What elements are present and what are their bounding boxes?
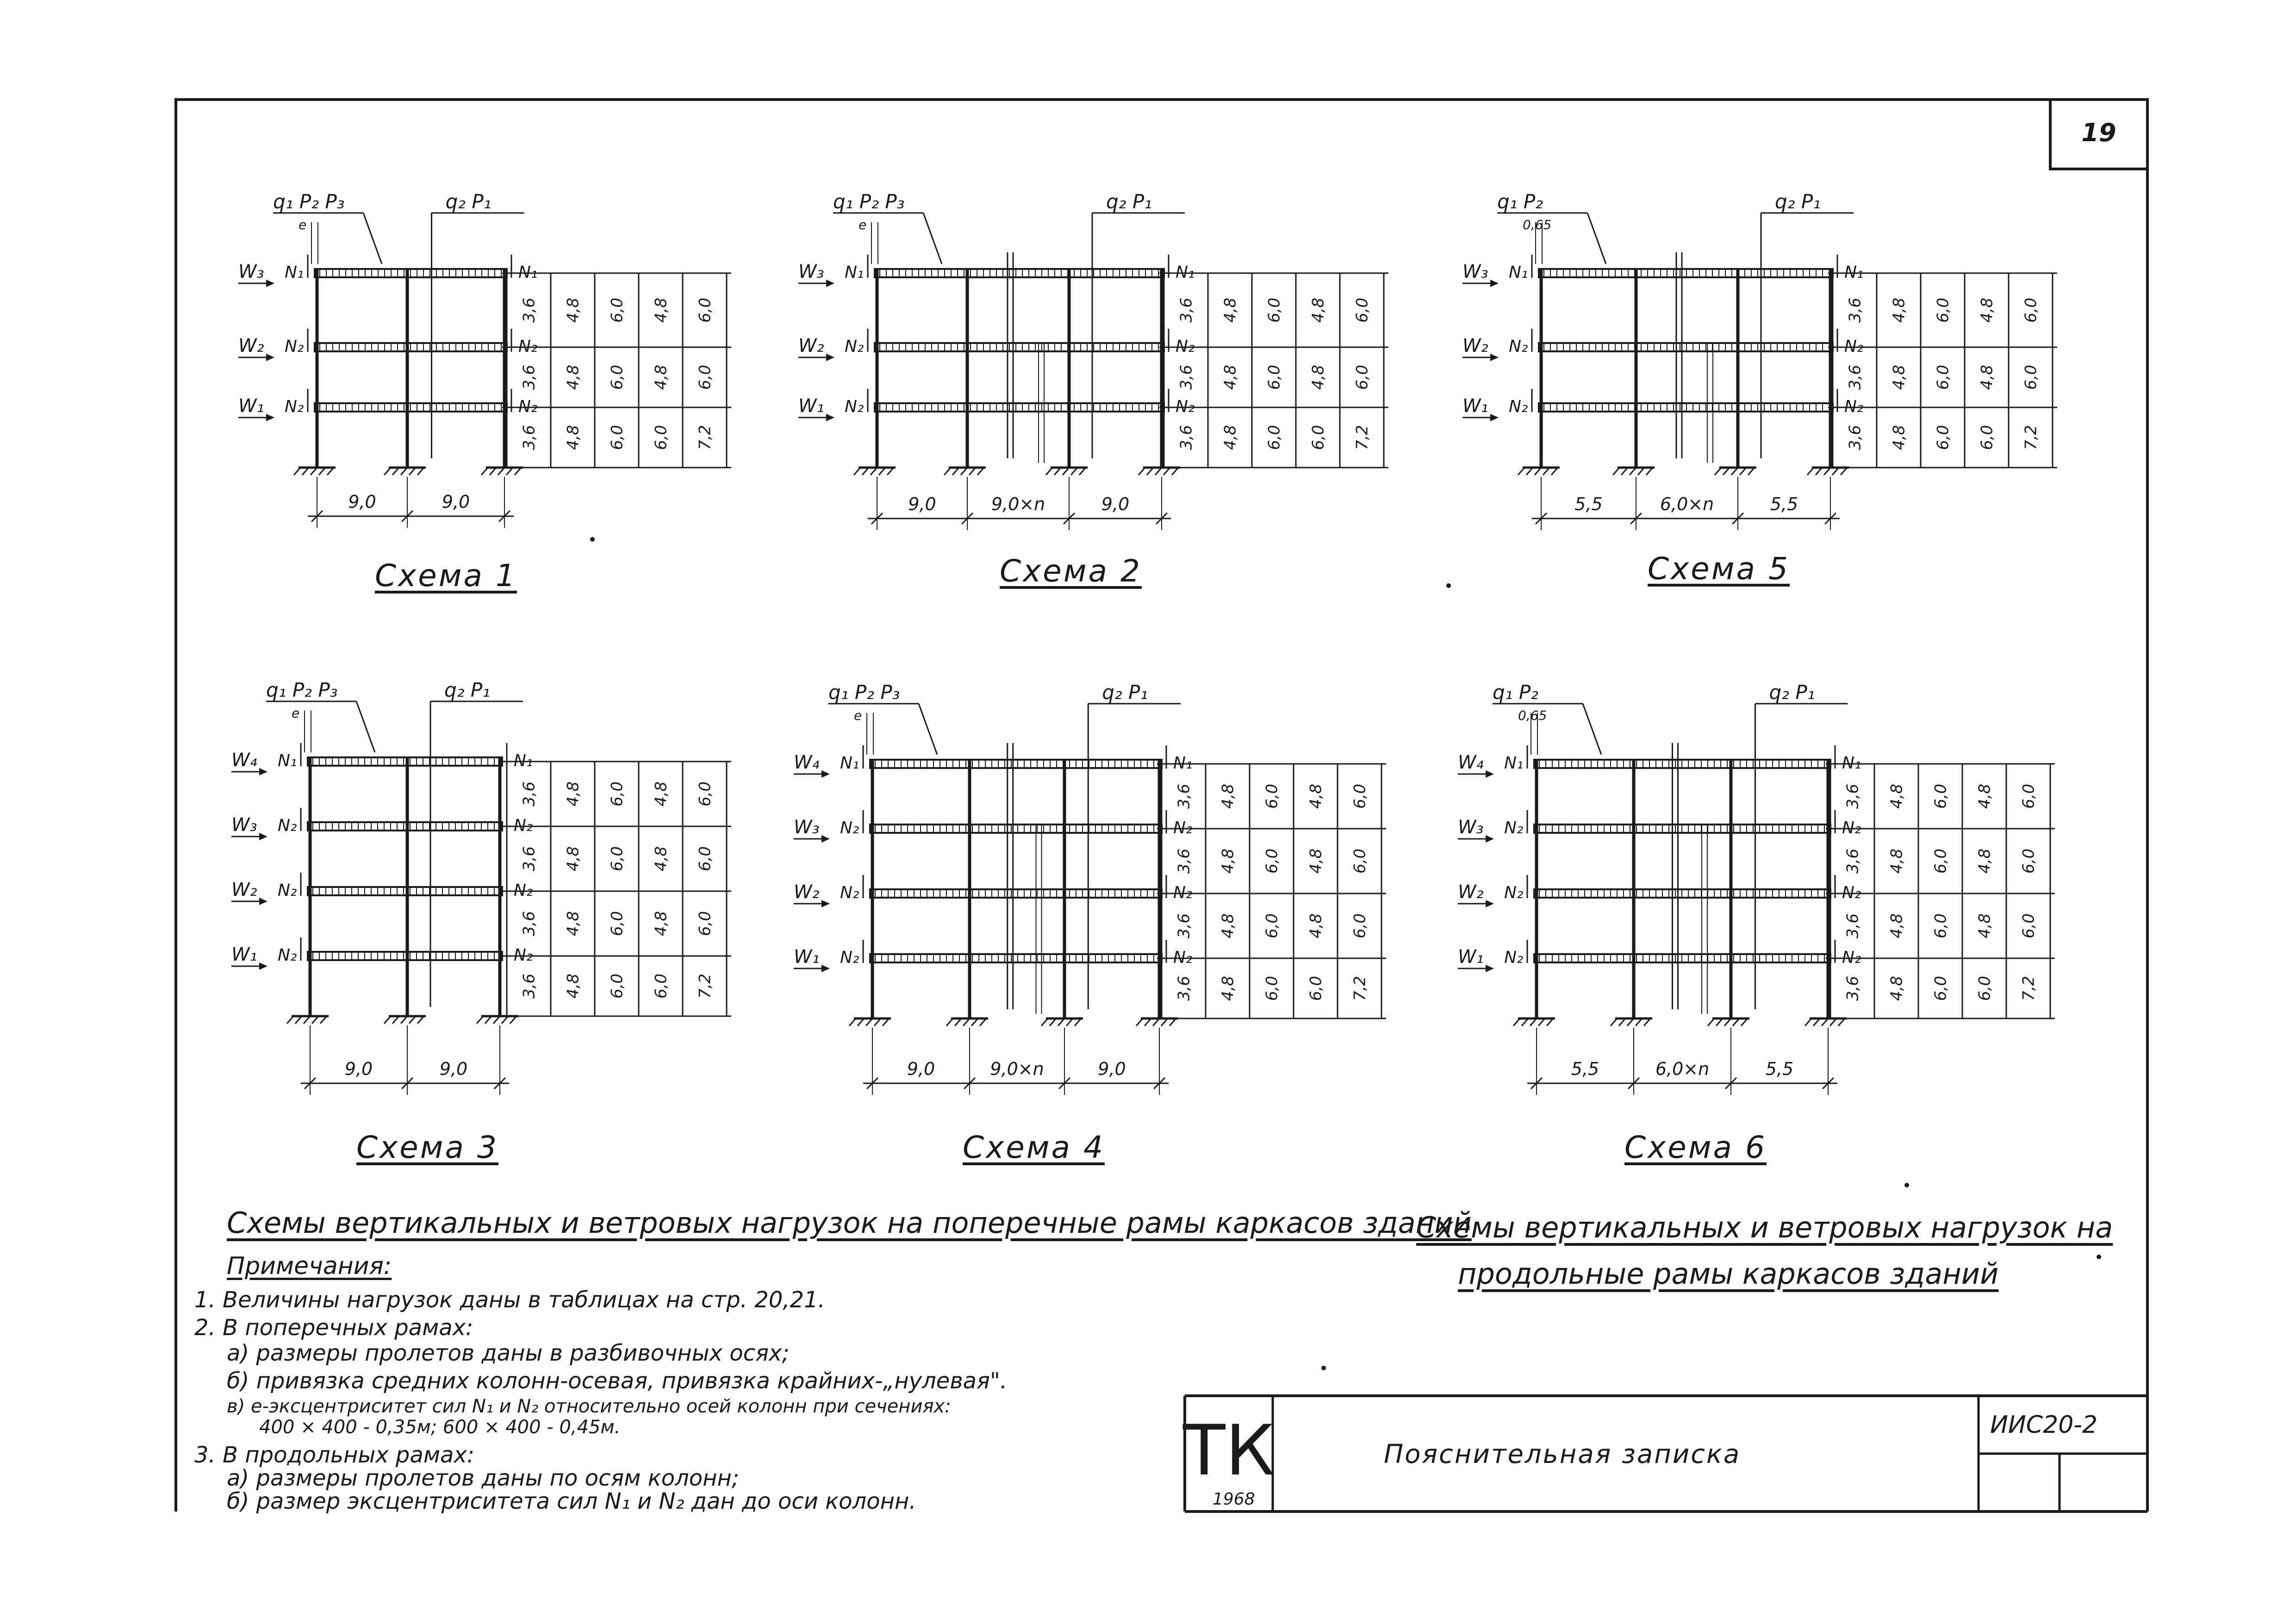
n-force-label-left: N₂ (840, 948, 859, 967)
table-value: 3,6 (1175, 975, 1194, 1001)
n-force-label-left: N₂ (1509, 397, 1528, 416)
table-value: 6,0 (608, 297, 627, 323)
n-force-label-right: N₁ (514, 751, 533, 770)
n-force-label-left: N₁ (1504, 754, 1524, 773)
support-hatch (384, 1016, 391, 1024)
wind-label: W₁ (231, 944, 257, 965)
support-hatch (477, 1016, 483, 1024)
support-hatch (287, 1016, 293, 1024)
span-dimension: 9,0 (1101, 494, 1130, 514)
top-load-leader (919, 704, 937, 755)
table-value: 4,8 (1219, 913, 1238, 939)
wind-label: W₄ (1458, 752, 1484, 773)
n-force-label-left: N₂ (845, 337, 864, 356)
table-value: 6,0 (696, 297, 715, 323)
table-value: 4,8 (564, 911, 583, 937)
n-force-label-right: N₂ (1176, 337, 1195, 356)
n-force-label-right: N₂ (1176, 397, 1195, 416)
span-dimension: 9,0 (442, 492, 470, 512)
table-value: 4,8 (564, 973, 583, 999)
n-force-label-right: N₁ (1173, 754, 1193, 773)
table-value: 4,8 (1221, 297, 1240, 323)
table-value: 6,0 (608, 846, 627, 872)
wind-label: W₄ (794, 752, 820, 773)
span-dimension: 5,5 (1765, 1059, 1794, 1079)
wind-label: W₂ (238, 335, 264, 356)
table-value: 3,6 (1175, 783, 1194, 809)
table-value: 3,6 (1177, 297, 1196, 323)
table-value: 6,0 (1265, 364, 1284, 390)
table-value: 3,6 (1846, 425, 1865, 450)
span-dimension: 9,0 (907, 1059, 935, 1079)
wind-arrowhead (1486, 835, 1494, 843)
note-line-6: 400 × 400 - 0,35м; 600 × 400 - 0,45м. (259, 1417, 621, 1438)
table-value: 4,8 (564, 781, 583, 807)
wind-arrowhead (821, 835, 830, 843)
table-value: 6,0 (1265, 297, 1284, 323)
span-dimension: 9,0 (1098, 1059, 1126, 1079)
table-value: 6,0 (608, 911, 627, 937)
n-force-label-right: N₂ (1842, 948, 1861, 967)
n-force-label-right: N₂ (1173, 883, 1193, 902)
table-value: 3,6 (1846, 297, 1865, 323)
n-force-label-left: N₁ (278, 751, 297, 770)
top-load-labels: q₁ P₂ (1497, 190, 1543, 213)
n-force-label-left: N₁ (285, 263, 304, 282)
scheme-label-6: Схема 6 (1624, 1130, 1767, 1165)
scheme-3 (231, 679, 731, 1095)
n-force-label-right: N₂ (1844, 337, 1864, 356)
scheme-label-5: Схема 5 (1648, 551, 1790, 587)
table-value: 3,6 (1846, 364, 1865, 390)
sheet-title: Пояснительная записка (1384, 1439, 1741, 1469)
table-value: 6,0 (2022, 364, 2041, 390)
table-value: 4,8 (1307, 913, 1325, 939)
n-force-label-left: N₂ (285, 337, 304, 356)
top-load-labels: q₁ P₂ (1493, 681, 1539, 704)
span-dimension: 9,0 (439, 1059, 468, 1079)
top-load-labels: q₁ P₂ P₃ (828, 681, 900, 704)
wind-label: W₃ (1462, 261, 1488, 282)
table-value: 6,0 (1265, 425, 1284, 450)
table-value: 6,0 (608, 364, 627, 390)
table-value: 4,8 (1890, 425, 1909, 450)
wind-label: W₄ (231, 750, 257, 771)
support-hatch (1613, 468, 1619, 475)
n-force-label-right: N₂ (1173, 818, 1193, 837)
wind-arrowhead (1486, 900, 1494, 907)
top-load-labels: q₁ P₂ P₃ (266, 679, 338, 701)
n-force-label-left: N₂ (278, 816, 297, 835)
eccentricity-label: 0,65 (1523, 217, 1552, 232)
heading-longitudinal-line1: Схемы вертикальных и ветровых нагрузок на (1416, 1211, 2113, 1244)
support-hatch (854, 468, 860, 475)
floor-beam (308, 952, 502, 960)
table-value: 3,6 (1177, 425, 1196, 450)
table-value: 4,8 (564, 425, 583, 450)
table-value: 6,0 (2019, 783, 2038, 809)
span-dimension: 9,0 (344, 1059, 373, 1079)
wind-arrowhead (266, 354, 274, 361)
stamp-letters: ТК (1182, 1411, 1275, 1491)
right-load-labels: q₂ P₁ (445, 190, 492, 213)
table-value: 6,0 (1353, 364, 1372, 390)
support-hatch (1715, 468, 1721, 475)
n-force-label-right: N₂ (514, 816, 533, 835)
top-load-leader (1587, 213, 1606, 264)
table-value: 6,0 (1263, 975, 1282, 1001)
table-value: 3,6 (1843, 783, 1862, 809)
table-value: 7,2 (696, 425, 715, 450)
note-line-2: 2. В поперечных рамах: (194, 1315, 473, 1341)
span-dimension: 9,0×n (991, 494, 1045, 514)
table-value: 3,6 (1843, 848, 1862, 874)
table-value: 6,0 (696, 364, 715, 390)
top-load-leader (363, 213, 382, 264)
n-force-label-right: N₂ (514, 881, 533, 900)
table-value: 4,8 (1978, 297, 1997, 323)
span-dimension: 5,5 (1770, 494, 1798, 514)
table-value: 4,8 (1887, 913, 1906, 939)
wind-label: W₃ (1458, 817, 1484, 838)
wind-label: W₂ (1458, 881, 1484, 903)
table-value: 4,8 (1975, 913, 1994, 939)
support-hatch (1807, 468, 1814, 475)
table-value: 4,8 (1887, 783, 1906, 809)
table-value: 4,8 (1219, 975, 1238, 1001)
scheme-5 (1462, 190, 2057, 530)
wind-arrowhead (821, 900, 830, 907)
n-force-label-left: N₁ (845, 263, 864, 282)
wind-label: W₂ (798, 335, 824, 356)
n-force-label-left: N₂ (845, 397, 864, 416)
table-value: 4,8 (1890, 297, 1909, 323)
support-hatch (1805, 1018, 1811, 1026)
wind-arrowhead (259, 962, 268, 970)
table-value: 3,6 (520, 911, 539, 937)
wind-label: W₂ (1462, 335, 1488, 356)
right-load-labels: q₂ P₁ (1775, 190, 1821, 213)
support-hatch (1513, 1018, 1520, 1026)
table-value: 4,8 (652, 911, 671, 937)
top-load-leader (923, 213, 942, 264)
table-value: 6,0 (2019, 913, 2038, 939)
table-value: 7,2 (2022, 425, 2041, 450)
support-hatch (1041, 1018, 1048, 1026)
table-value: 6,0 (608, 973, 627, 999)
table-value: 6,0 (1975, 975, 1994, 1001)
support-hatch (1136, 1018, 1143, 1026)
table-value: 4,8 (1307, 783, 1325, 809)
table-value: 6,0 (1263, 848, 1282, 874)
floor-beam (308, 757, 502, 766)
span-dimension: 9,0 (348, 492, 376, 512)
wind-label: W₁ (238, 395, 264, 417)
table-value: 6,0 (696, 781, 715, 807)
table-value: 7,2 (696, 973, 715, 999)
support-hatch (294, 468, 300, 475)
top-load-leader (356, 701, 375, 752)
eccentricity-label: 0,65 (1518, 708, 1547, 723)
scheme-label-2: Схема 2 (1000, 553, 1142, 589)
support-hatch (384, 468, 391, 475)
table-value: 6,0 (1934, 425, 1953, 450)
scheme-6 (1458, 681, 2055, 1095)
table-value: 6,0 (696, 911, 715, 937)
note-line-4: б) привязка средних колонн-осевая, привязка крайних-„нулевая". (227, 1368, 1008, 1394)
span-dimension: 9,0 (908, 494, 936, 514)
table-value: 4,8 (1890, 364, 1909, 390)
note-line-5: в) е-эксцентриситет сил N₁ и N₂ относительно осей колонн при сечениях: (227, 1396, 951, 1417)
note-line-8: а) размеры пролетов даны по осям колонн; (227, 1465, 740, 1491)
top-load-labels: q₁ P₂ P₃ (833, 190, 905, 213)
wind-arrowhead (826, 414, 834, 421)
table-value: 4,8 (1219, 848, 1238, 874)
wind-arrowhead (1490, 280, 1499, 287)
n-force-label-left: N₂ (1509, 337, 1528, 356)
table-value: 6,0 (1350, 783, 1369, 809)
support-hatch (946, 1018, 953, 1026)
table-value: 4,8 (1221, 364, 1240, 390)
table-value: 4,8 (1309, 364, 1328, 390)
support-hatch (1139, 468, 1145, 475)
wind-label: W₂ (794, 881, 820, 903)
table-value: 4,8 (1975, 783, 1994, 809)
table-value: 6,0 (2022, 297, 2041, 323)
table-value: 6,0 (652, 973, 671, 999)
floor-beam (875, 343, 1164, 351)
table-value: 3,6 (520, 781, 539, 807)
table-value: 4,8 (652, 364, 671, 390)
wind-arrowhead (259, 768, 268, 775)
wind-label: W₁ (794, 946, 820, 968)
right-load-labels: q₂ P₁ (1769, 681, 1815, 704)
support-hatch (1708, 1018, 1714, 1026)
floor-beam (308, 822, 502, 831)
wind-label: W₁ (1462, 395, 1488, 417)
span-dimension: 5,5 (1571, 1059, 1599, 1079)
table-value: 3,6 (520, 846, 539, 872)
table-value: 6,0 (1934, 297, 1953, 323)
table-value: 3,6 (1175, 848, 1194, 874)
support-hatch (481, 468, 488, 475)
n-force-label-right: N₁ (1842, 754, 1861, 773)
table-value: 6,0 (1353, 297, 1372, 323)
table-value: 6,0 (1263, 783, 1282, 809)
table-value: 4,8 (1307, 848, 1325, 874)
table-value: 7,2 (2019, 975, 2038, 1001)
table-value: 4,8 (1975, 848, 1994, 874)
scheme-label-3: Схема 3 (356, 1130, 498, 1165)
support-hatch (849, 1018, 856, 1026)
wind-label: W₂ (231, 879, 257, 900)
page-number: 19 (2081, 118, 2116, 147)
wind-arrowhead (259, 898, 268, 905)
table-value: 6,0 (1307, 975, 1325, 1001)
wind-arrowhead (1486, 965, 1494, 972)
n-force-label-left: N₂ (1504, 948, 1524, 967)
table-value: 4,8 (564, 297, 583, 323)
wind-label: W₃ (794, 817, 820, 838)
sheet-code: ИИС20-2 (1990, 1411, 2098, 1439)
table-value: 4,8 (1219, 783, 1238, 809)
scheme-label-4: Схема 4 (963, 1130, 1105, 1165)
n-force-label-right: N₁ (1176, 263, 1195, 282)
table-value: 4,8 (1309, 297, 1328, 323)
n-force-label-right: N₂ (1842, 818, 1861, 837)
table-value: 4,8 (652, 297, 671, 323)
floor-beam (308, 887, 502, 895)
note-line-1: 1. Величины нагрузок даны в таблицах на стр. 20,21. (194, 1287, 825, 1313)
table-value: 4,8 (1978, 364, 1997, 390)
table-value: 6,0 (1931, 975, 1950, 1001)
eccentricity-label: е (859, 217, 867, 232)
table-value: 6,0 (2019, 848, 2038, 874)
table-value: 6,0 (652, 425, 671, 450)
table-value: 3,6 (1177, 364, 1196, 390)
scheme-label-1: Схема 1 (375, 558, 517, 593)
wind-arrowhead (1490, 414, 1499, 421)
note-line-9: б) размер эксцентриситета сил N₁ и N₂ дан до оси колонн. (227, 1488, 916, 1514)
n-force-label-left: N₂ (1504, 883, 1524, 902)
table-value: 6,0 (608, 425, 627, 450)
n-force-label-left: N₂ (840, 883, 859, 902)
n-force-label-right: N₂ (1173, 948, 1193, 967)
table-value: 4,8 (1221, 425, 1240, 450)
floor-beam (875, 403, 1164, 412)
wind-arrowhead (266, 414, 274, 421)
right-load-labels: q₂ P₁ (1102, 681, 1148, 704)
table-value: 3,6 (520, 425, 539, 450)
stamp-year: 1968 (1213, 1490, 1255, 1509)
table-value: 4,8 (564, 364, 583, 390)
table-value: 7,2 (1353, 425, 1372, 450)
table-value: 6,0 (1263, 913, 1282, 939)
n-force-label-right: N₂ (1844, 397, 1864, 416)
n-force-label-left: N₂ (840, 818, 859, 837)
scheme-2 (798, 190, 1388, 530)
n-force-label-right: N₂ (514, 946, 533, 965)
span-dimension: 6,0×n (1655, 1059, 1710, 1079)
n-force-label-right: N₁ (518, 263, 538, 282)
table-value: 4,8 (652, 846, 671, 872)
support-hatch (1518, 468, 1524, 475)
table-value: 6,0 (1931, 913, 1950, 939)
eccentricity-label: е (854, 708, 862, 723)
note-line-3: а) размеры пролетов даны в разбивочных осях; (227, 1340, 790, 1366)
table-value: 6,0 (1978, 425, 1997, 450)
n-force-label-left: N₁ (840, 754, 859, 773)
table-value: 6,0 (608, 781, 627, 807)
notes-title: Примечания: (227, 1252, 392, 1280)
wind-label: W₁ (798, 395, 824, 417)
wind-arrowhead (1490, 354, 1499, 361)
top-load-leader (1583, 704, 1601, 755)
table-value: 6,0 (1931, 848, 1950, 874)
support-hatch (1046, 468, 1052, 475)
wind-arrowhead (821, 965, 830, 972)
table-value: 4,8 (652, 781, 671, 807)
span-dimension: 5,5 (1574, 494, 1603, 514)
table-value: 3,6 (520, 297, 539, 323)
scheme-4 (794, 681, 1386, 1095)
scheme-1 (238, 190, 731, 528)
n-force-label-right: N₂ (1842, 883, 1861, 902)
table-value: 6,0 (1350, 913, 1369, 939)
n-force-label-left: N₂ (278, 881, 297, 900)
right-load-labels: q₂ P₁ (444, 679, 491, 701)
n-force-label-right: N₂ (518, 337, 538, 356)
wind-label: W₃ (798, 261, 824, 282)
heading-longitudinal-line2: продольные рамы каркасов зданий (1458, 1257, 1999, 1291)
support-hatch (944, 468, 951, 475)
table-value: 3,6 (1843, 913, 1862, 939)
wind-arrowhead (1486, 770, 1494, 778)
n-force-label-left: N₂ (278, 946, 297, 965)
support-hatch (1611, 1018, 1617, 1026)
wind-label: W₁ (1458, 946, 1484, 968)
wind-label: W₃ (231, 814, 257, 836)
heading-transverse: Схемы вертикальных и ветровых нагрузок на поперечные рамы каркасов зданий (227, 1206, 1472, 1240)
table-value: 3,6 (520, 364, 539, 390)
n-force-label-left: N₁ (1509, 263, 1528, 282)
table-value: 6,0 (1350, 848, 1369, 874)
table-value: 4,8 (1887, 848, 1906, 874)
table-value: 4,8 (564, 846, 583, 872)
table-value: 6,0 (1934, 364, 1953, 390)
span-dimension: 6,0×n (1660, 494, 1714, 514)
table-value: 7,2 (1350, 975, 1369, 1001)
wind-arrowhead (259, 833, 268, 840)
wind-label: W₃ (238, 261, 264, 282)
eccentricity-label: е (292, 706, 300, 721)
floor-beam (875, 269, 1164, 277)
table-value: 3,6 (1843, 975, 1862, 1001)
n-force-label-right: N₂ (518, 397, 538, 416)
wind-arrowhead (266, 280, 274, 287)
n-force-label-left: N₂ (1504, 818, 1524, 837)
table-value: 4,8 (1887, 975, 1906, 1001)
wind-arrowhead (826, 280, 834, 287)
table-value: 6,0 (1931, 783, 1950, 809)
table-value: 3,6 (1175, 913, 1194, 939)
n-force-label-left: N₂ (285, 397, 304, 416)
eccentricity-label: е (299, 217, 307, 232)
note-line-7: 3. В продольных рамах: (194, 1442, 475, 1468)
right-load-labels: q₂ P₁ (1106, 190, 1152, 213)
n-force-label-right: N₁ (1844, 263, 1864, 282)
wind-arrowhead (826, 354, 834, 361)
table-value: 6,0 (696, 846, 715, 872)
span-dimension: 9,0×n (990, 1059, 1044, 1079)
table-value: 6,0 (1309, 425, 1328, 450)
table-value: 3,6 (520, 973, 539, 999)
top-load-labels: q₁ P₂ P₃ (273, 190, 345, 213)
wind-arrowhead (821, 770, 830, 778)
